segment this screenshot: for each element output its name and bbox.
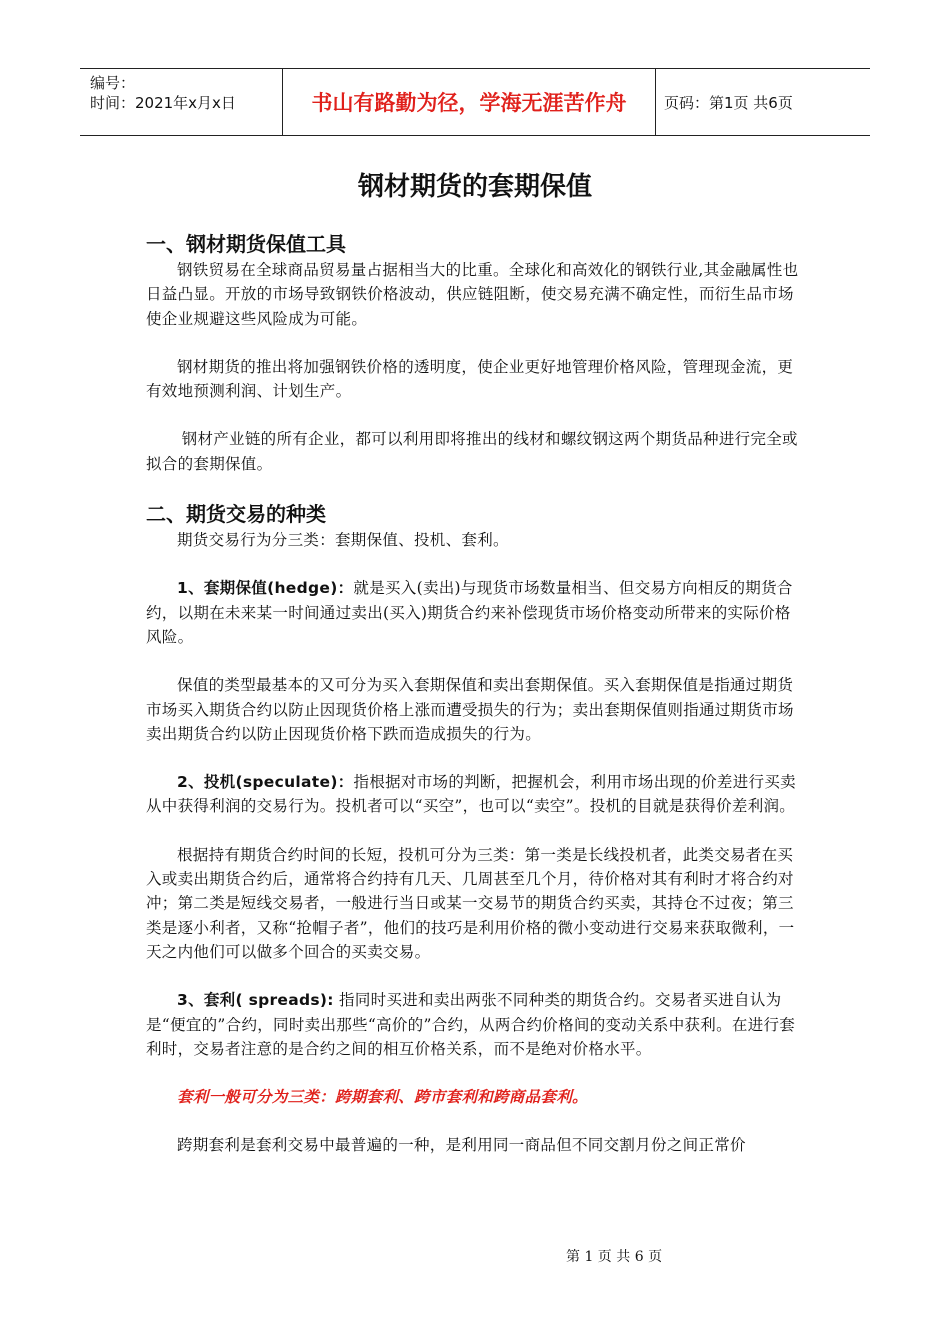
paragraph: 期货交易行为分三类：套期保值、投机、套利。 bbox=[177, 531, 509, 550]
speculate-label: 2、投机(speculate)： bbox=[177, 773, 354, 792]
arbitrage-paragraph bbox=[146, 988, 806, 1061]
arbitrage-text: 指同时买进和卖出两张不同种类的期货合约。交易者买进自认为是“便宜的”合约，同时卖出那些“高价的”合约，从两合约价格间的变动关系中获利。在进行套利时，交易者注意的是合约之间的相互价格关系，而不是绝对价格水平。 bbox=[146, 991, 796, 1058]
time-label: 时间：2021年x月x日 bbox=[90, 94, 236, 112]
paragraph: 钢铁贸易在全球商品贸易量占据相当大的比重。全球化和高效化的钢铁行业,其金融属性也日益凸显。开放的市场导致钢铁价格波动，供应链阻断，使交易充满不确定性，而衍生品市场使企业规避这些风险成为可能。 bbox=[146, 261, 799, 328]
document-body bbox=[146, 230, 806, 1158]
paragraph: 保值的类型最基本的又可分为买入套期保值和卖出套期保值。买入套期保值是指通过期货市场买入期货合约以防止因现货价格上涨而遭受损失的行为；卖出套期保值则指通过期货市场卖出期货合约以防止因现货价格下跌而造成损失的行为。 bbox=[146, 676, 794, 743]
hedge-label: 1、套期保值(hedge)： bbox=[177, 579, 354, 598]
header-page-code: 页码：第1页 共6页 bbox=[664, 93, 793, 112]
document-title: 钢材期货的套期保值 bbox=[357, 172, 592, 202]
hedge-text: 就是买入(卖出)与现货市场数量相当、但交易方向相反的期货合约，以期在未来某一时间通过卖出(买入)期货合约来补偿现货市场价格变动所带来的实际价格风险。 bbox=[146, 579, 793, 646]
paragraph: 根据持有期货合约时间的长短，投机可分为三类：第一类是长线投机者，此类交易者在买入或卖出期货合约后，通常将合约持有几天、几周甚至几个月，待价格对其有利时才将合约对冲；第二类是短线交易者，一般进行当日或某一交易节的期货合约买卖，其持仓不过夜；第三类是逐小利者，又称“抢帽子者”，他们的技巧是利用价格的微小变动进行交易来获取微利，一天之内他们可以做多个回合的买卖交易。 bbox=[146, 845, 795, 961]
section1-heading: 一、钢材期货保值工具 bbox=[146, 232, 346, 256]
section2-heading: 二、期货交易的种类 bbox=[146, 502, 326, 527]
header-motto: 书山有路勤为径，学海无涯苦作舟 bbox=[282, 69, 656, 135]
arbitrage-label: 3、套利( spreads): bbox=[177, 991, 334, 1010]
speculate-paragraph bbox=[146, 770, 806, 819]
paragraph: 跨期套利是套利交易中最普遍的一种，是利用同一商品但不同交割月份之间正常价 bbox=[177, 1136, 746, 1155]
arbitrage-types-highlight: 套利一般可分为三类：跨期套利、跨市套利和跨商品套利。 bbox=[177, 1087, 588, 1107]
header-meta bbox=[80, 69, 282, 135]
paragraph: 钢材期货的推出将加强钢铁价格的透明度，使企业更好地管理价格风险，管理现金流，更有效地预测利润、计划生产。 bbox=[146, 357, 794, 401]
number-label: 编号： bbox=[90, 74, 136, 92]
hedge-paragraph bbox=[146, 576, 806, 649]
speculate-text: 指根据对市场的判断，把握机会，利用市场出现的价差进行买卖从中获得利润的交易行为。投机者可以“买空”，也可以“卖空”。投机的目就是获得价差利润。 bbox=[146, 773, 796, 816]
paragraph: 钢材产业链的所有企业，都可以利用即将推出的线材和螺纹钢这两个期货品种进行完全或拟合的套期保值。 bbox=[146, 430, 798, 473]
page-header bbox=[80, 68, 870, 136]
page-footer: 第 1 页 共 6 页 bbox=[566, 1249, 663, 1265]
